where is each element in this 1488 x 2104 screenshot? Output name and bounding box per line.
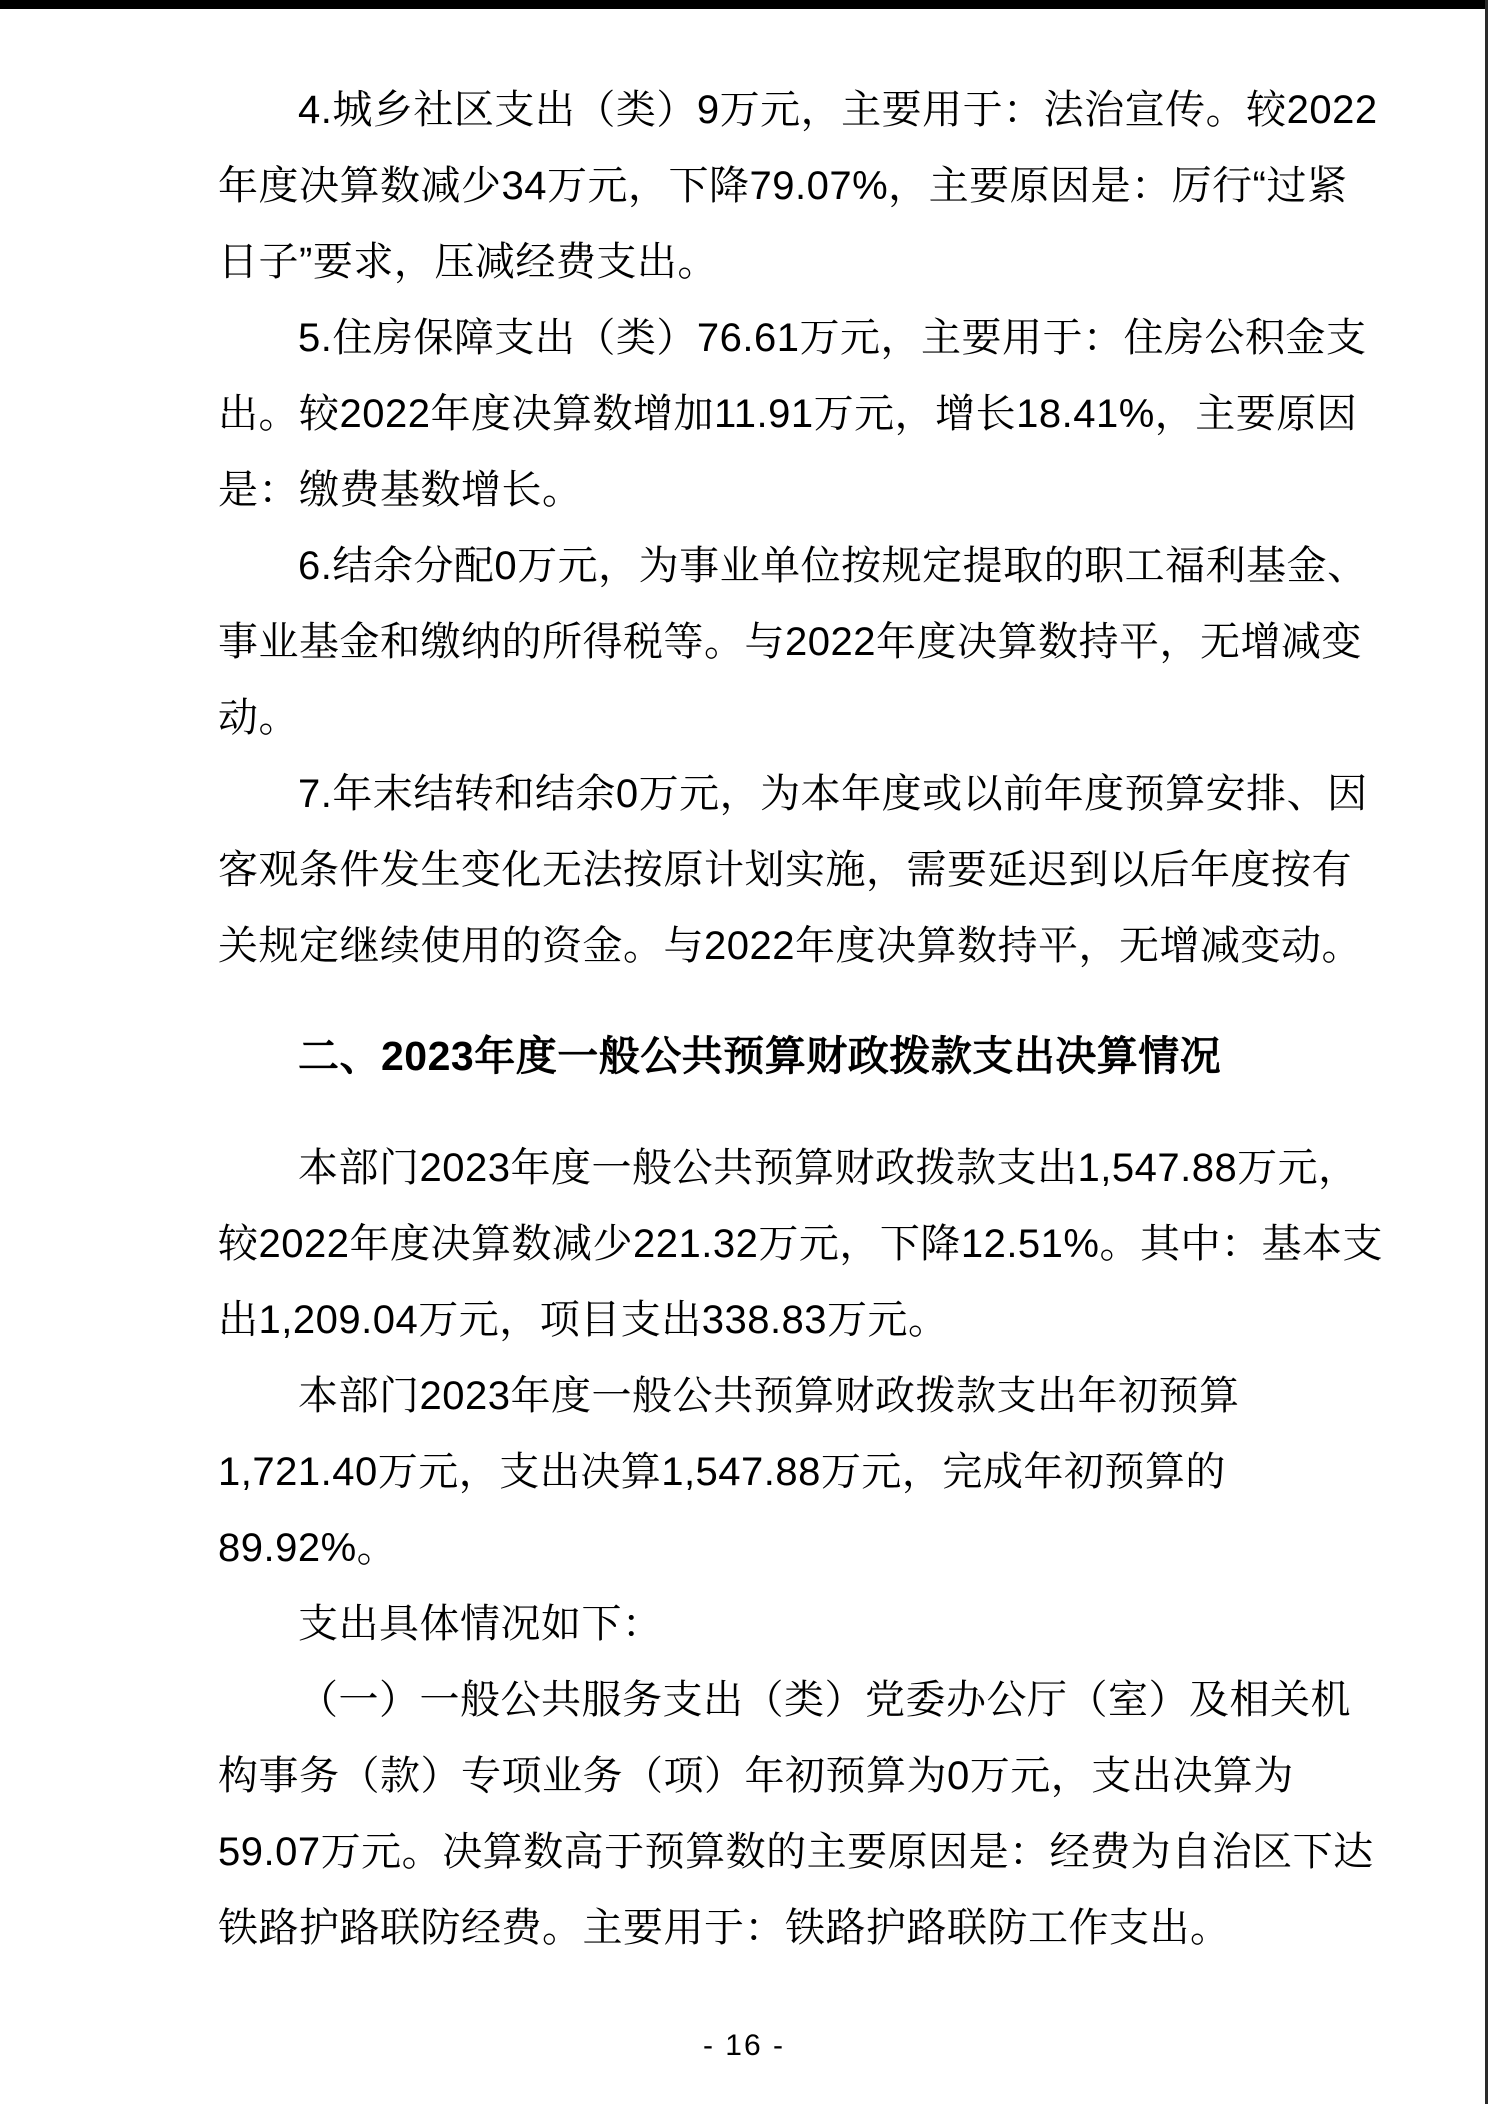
text-line: 客观条件发生变化无法按原计划实施，需要延迟到以后年度按有 — [218, 848, 1352, 892]
text-line: 本部门2023年度一般公共预算财政拨款支出1,547.88万元， — [298, 1146, 1359, 1190]
text-line: 事业基金和缴纳的所得税等。与2022年度决算数持平，无增减变 — [218, 620, 1362, 664]
text-line: 动。 — [218, 696, 299, 740]
page-number: - 16 - — [702, 2029, 786, 2062]
paragraph — [218, 72, 1378, 300]
text-line: （一）一般公共服务支出（类）党委办公厅（室）及相关机 — [298, 1678, 1351, 1722]
text-line: 关规定继续使用的资金。与2022年度决算数持平，无增减变动。 — [218, 924, 1362, 968]
text-line: 89.92%。 — [218, 1526, 398, 1570]
paragraph — [218, 300, 1367, 528]
text-line: 是：缴费基数增长。 — [218, 468, 583, 512]
text-line: 较2022年度决算数减少221.32万元，下降12.51%。其中：基本支 — [218, 1222, 1383, 1266]
text-line: 6.结余分配0万元，为事业单位按规定提取的职工福利基金、 — [298, 544, 1368, 588]
paragraph — [218, 1662, 1374, 1966]
text-line: 7.年末结转和结余0万元，为本年度或以前年度预算安排、因 — [298, 772, 1368, 816]
paragraph — [218, 756, 1368, 984]
paragraph — [218, 1586, 1338, 1662]
document-content — [218, 72, 1383, 1966]
text-line: 1,721.40万元，支出决算1,547.88万元，完成年初预算的 — [218, 1450, 1226, 1494]
section-heading — [218, 1018, 1338, 1094]
page-top-border — [0, 0, 1488, 9]
paragraph — [218, 1358, 1338, 1586]
text-line: 出1,209.04万元，项目支出338.83万元。 — [218, 1298, 949, 1342]
text-line: 二、2023年度一般公共预算财政拨款支出决算情况 — [298, 1033, 1222, 1079]
paragraph — [218, 1130, 1383, 1358]
paragraph — [218, 528, 1368, 756]
text-line: 日子”要求，压减经费支出。 — [218, 240, 718, 284]
text-line: 59.07万元。决算数高于预算数的主要原因是：经费为自治区下达 — [218, 1830, 1374, 1874]
text-line: 支出具体情况如下： — [298, 1602, 663, 1646]
text-line: 年度决算数减少34万元，下降79.07%，主要原因是：厉行“过紧 — [218, 164, 1348, 208]
text-line: 构事务（款）专项业务（项）年初预算为0万元，支出决算为 — [218, 1754, 1294, 1798]
text-line: 铁路护路联防经费。主要用于：铁路护路联防工作支出。 — [218, 1906, 1231, 1950]
text-line: 4.城乡社区支出（类）9万元，主要用于：法治宣传。较2022 — [298, 88, 1378, 132]
text-line: 本部门2023年度一般公共预算财政拨款支出年初预算 — [298, 1374, 1240, 1418]
text-line: 出。较2022年度决算数增加11.91万元，增长18.41%，主要原因 — [218, 392, 1358, 436]
text-line: 5.住房保障支出（类）76.61万元，主要用于：住房公积金支 — [298, 316, 1367, 360]
